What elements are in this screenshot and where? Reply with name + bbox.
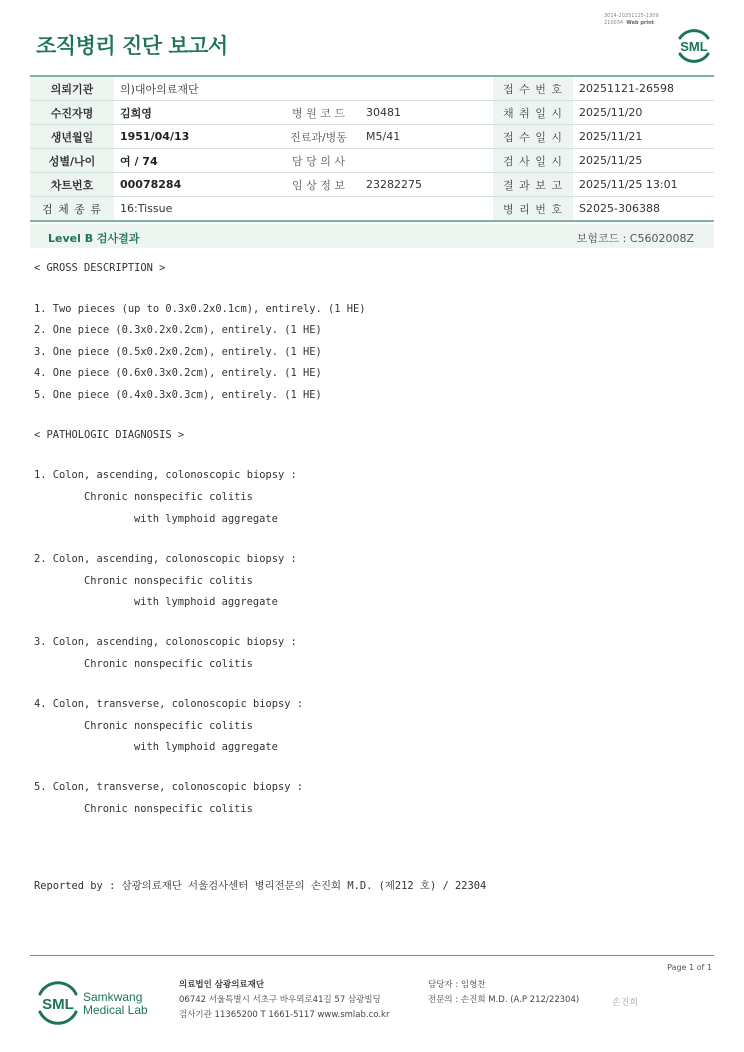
physician-value	[360, 149, 493, 173]
org-contact: 검사기관 11365200 T 1661-5117 www.smlab.co.kr	[179, 1010, 390, 1020]
reported-by: Reported by : 삼광의료재단 서울검사센터 병리전문의 손진희 M.D. (제212 호) / 22304	[34, 880, 487, 892]
diagnosis-text: Chronic nonspecific colitis	[84, 575, 253, 587]
pathology-number-value: S2025-306388	[573, 197, 714, 222]
gross-item: 2. One piece (0.3x0.2x0.2cm), entirely. (1 HE)	[34, 324, 322, 336]
result-title: Level B 검사결과	[48, 232, 140, 245]
footer-logo-name1: Samkwang	[83, 990, 143, 1004]
staff-label: 담당자 :	[428, 980, 459, 990]
birth-date-value: 1951/04/13	[114, 125, 277, 149]
clinical-info-value: 23282275	[360, 173, 493, 197]
staff-name: 임형찬	[460, 980, 486, 990]
org-name: 의료법인 삼광의료재단	[179, 980, 265, 990]
patient-name-label: 수진자명	[30, 101, 114, 125]
diagnosis-heading: < PATHOLOGIC DIAGNOSIS >	[34, 429, 185, 441]
result-report-value: 2025/11/25 13:01	[573, 173, 714, 197]
pathology-number-label: 병 리 번 호	[493, 197, 573, 222]
diagnosis-site: 2. Colon, ascending, colonoscopic biopsy :	[34, 553, 297, 565]
sex-age-label: 성별/나이	[30, 149, 114, 173]
birth-date-label: 생년월일	[30, 125, 114, 149]
hospital-code-value: 30481	[360, 101, 493, 125]
accession-number-label: 접 수 번 호	[493, 76, 573, 101]
diagnosis-site: 5. Colon, transverse, colonoscopic biopsy :	[34, 781, 303, 793]
footer-staff-block	[428, 978, 579, 1008]
footer-logo-name2: Medical Lab	[83, 1003, 148, 1017]
print-code-line2: 210034	[604, 20, 624, 26]
table-row	[30, 197, 714, 222]
gross-heading: < GROSS DESCRIPTION >	[34, 262, 166, 274]
collection-date-label: 채 취 일 시	[493, 101, 573, 125]
print-code-line1: 3014-20251125-1309	[604, 13, 659, 19]
result-report-label: 결 과 보 고	[493, 173, 573, 197]
table-row	[30, 101, 714, 125]
diagnosis-note: with lymphoid aggregate	[134, 596, 278, 608]
accession-number-value: 20251121-26598	[573, 76, 714, 101]
logo-text: SML	[680, 39, 708, 54]
footer-org-block	[179, 978, 389, 1023]
result-bar	[30, 224, 714, 248]
web-print-label: Web print	[626, 20, 655, 26]
footer-divider	[30, 955, 714, 956]
table-row	[30, 125, 714, 149]
specialist-name: 손진희 M.D. (A.P 212/22304)	[460, 995, 580, 1005]
received-date-value: 2025/11/21	[573, 125, 714, 149]
diagnosis-text: Chronic nonspecific colitis	[84, 491, 253, 503]
gross-item: 3. One piece (0.5x0.2x0.2cm), entirely. (1 HE)	[34, 346, 322, 358]
diagnosis-text: Chronic nonspecific colitis	[84, 720, 253, 732]
footer-logo-mark: SML	[42, 996, 74, 1013]
diagnosis-text: Chronic nonspecific colitis	[84, 658, 253, 670]
diagnosis-site: 1. Colon, ascending, colonoscopic biopsy :	[34, 469, 297, 481]
page-title: 조직병리 진단 보고서	[36, 34, 228, 58]
patient-name-value: 김희영	[114, 101, 277, 125]
samkwang-logo-icon	[36, 980, 166, 1026]
gross-item: 1. Two pieces (up to 0.3x0.2x0.1cm), entirely. (1 HE)	[34, 303, 366, 315]
institution-value: 의)대아의료재단	[114, 76, 493, 101]
department-label: 진료과/병동	[277, 125, 360, 149]
table-row	[30, 76, 714, 101]
page-number: Page 1 of 1	[667, 963, 712, 972]
patient-info-table	[30, 75, 714, 222]
sml-logo-icon	[674, 26, 714, 66]
specimen-type-value: 16:Tissue	[114, 197, 493, 222]
institution-label: 의뢰기관	[30, 76, 114, 101]
diagnosis-note: with lymphoid aggregate	[134, 513, 278, 525]
print-code	[604, 13, 659, 27]
specimen-type-label: 검 체 종 류	[30, 197, 114, 222]
hospital-code-label: 병 원 코 드	[277, 101, 360, 125]
diagnosis-text: Chronic nonspecific colitis	[84, 803, 253, 815]
test-date-label: 검 사 일 시	[493, 149, 573, 173]
chart-number-label: 차트번호	[30, 173, 114, 197]
sex-age-value: 여 / 74	[114, 149, 277, 173]
org-address: 06742 서울특별시 서초구 바우뫼로41길 57 삼광빌딩	[179, 995, 381, 1005]
collection-date-value: 2025/11/20	[573, 101, 714, 125]
received-date-label: 접 수 일 시	[493, 125, 573, 149]
diagnosis-site: 3. Colon, ascending, colonoscopic biopsy :	[34, 636, 297, 648]
gross-item: 4. One piece (0.6x0.3x0.2cm), entirely. (1 HE)	[34, 367, 322, 379]
chart-number-value: 00078284	[114, 173, 277, 197]
specialist-label: 전문의 :	[428, 995, 459, 1005]
test-date-value: 2025/11/25	[573, 149, 714, 173]
physician-label: 담 당 의 사	[277, 149, 360, 173]
department-value: M5/41	[360, 125, 493, 149]
diagnosis-note: with lymphoid aggregate	[134, 741, 278, 753]
clinical-info-label: 임 상 정 보	[277, 173, 360, 197]
table-row	[30, 173, 714, 197]
diagnosis-site: 4. Colon, transverse, colonoscopic biopsy :	[34, 698, 303, 710]
gross-item: 5. One piece (0.4x0.3x0.3cm), entirely. (1 HE)	[34, 389, 322, 401]
table-row	[30, 149, 714, 173]
insurance-code: 보험코드 : C5602008Z	[576, 232, 694, 245]
signature: 손진희	[612, 998, 639, 1008]
